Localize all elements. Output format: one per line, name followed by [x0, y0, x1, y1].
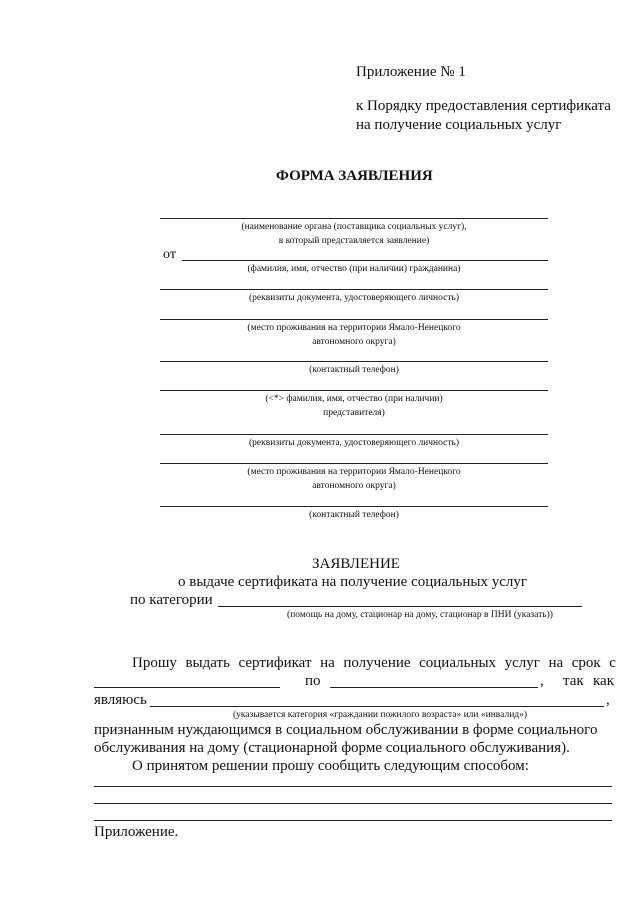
- from-label: от: [163, 247, 176, 262]
- rep-phone-caption: (контактный телефон): [309, 510, 399, 520]
- citizen-name-caption: (фамилия, имя, отчество (при наличии) гражданина): [247, 264, 461, 274]
- comma-after-date: ,: [540, 673, 544, 689]
- rep-phone-field-line[interactable]: [160, 506, 548, 507]
- citizen-name-field-line[interactable]: [182, 260, 548, 261]
- kak-word: как: [593, 673, 615, 689]
- form-title: ФОРМА ЗАЯВЛЕНИЯ: [276, 168, 433, 184]
- category-hint: (помощь на дому, стационар на дому, стационар в ПНИ (указать)): [287, 610, 553, 620]
- date-from-field-line[interactable]: [94, 687, 280, 688]
- phone-caption: (контактный телефон): [309, 365, 399, 375]
- category-label: по категории: [130, 592, 213, 608]
- order-reference-line2: на получение социальных услуг: [356, 117, 562, 133]
- rep-name-field-line[interactable]: [160, 390, 548, 391]
- notify-field-line-2[interactable]: [94, 803, 612, 804]
- request-line: Прошу выдать сертификат на получение социальных услуг на срок с: [132, 655, 616, 671]
- attachment-label: Приложение.: [94, 824, 179, 840]
- order-reference-line1: к Порядку предоставления сертификата: [356, 98, 611, 114]
- notify-field-line-3[interactable]: [94, 820, 612, 821]
- rep-id-doc-caption: (реквизиты документа, удостоверяющего личность): [249, 438, 459, 448]
- rep-residence-caption: (место проживания на территории Ямало-Ненецкого автономного округа): [247, 467, 461, 491]
- organ-caption: (наименование органа (поставщика социальных услуг), в который представляется заявление): [241, 222, 467, 246]
- recognized-line1: признанным нуждающимся в социальном обслуживании в форме социального: [94, 722, 598, 738]
- citizen-category-field-line[interactable]: [150, 706, 604, 707]
- residence-field-line[interactable]: [160, 319, 548, 320]
- rep-name-caption: (<*> фамилия, имя, отчество (при наличии) представителя): [265, 394, 443, 418]
- appendix-number: Приложение № 1: [356, 64, 466, 80]
- residence-caption: (место проживания на территории Ямало-Ненецкого автономного округа): [247, 323, 461, 347]
- trailing-comma: ,: [606, 692, 610, 708]
- citizen-category-hint: (указывается категория «граждании пожилого возраста» или «инвалид»): [232, 710, 528, 720]
- organ-field-line[interactable]: [160, 218, 548, 219]
- po-label: по: [305, 673, 321, 689]
- notify-method-label: О принятом решении прошу сообщить следующим способом:: [132, 758, 529, 774]
- rep-residence-field-line[interactable]: [160, 463, 548, 464]
- notify-field-line-1[interactable]: [94, 786, 612, 787]
- category-field-line[interactable]: [218, 606, 582, 607]
- rep-id-doc-field-line[interactable]: [160, 434, 548, 435]
- id-doc-field-line[interactable]: [160, 289, 548, 290]
- recognized-line2: обслуживания на дому (стационарной форме социального обслуживания).: [94, 740, 570, 756]
- statement-title: ЗАЯВЛЕНИЕ: [312, 556, 400, 572]
- statement-subtitle: о выдаче сертификата на получение социальных услуг: [178, 574, 528, 590]
- id-doc-caption: (реквизиты документа, удостоверяющего личность): [249, 293, 459, 303]
- yavlyayus-label: являюсь: [94, 692, 147, 708]
- date-to-field-line[interactable]: [330, 687, 538, 688]
- phone-field-line[interactable]: [160, 361, 548, 362]
- tak-word: так: [563, 673, 584, 689]
